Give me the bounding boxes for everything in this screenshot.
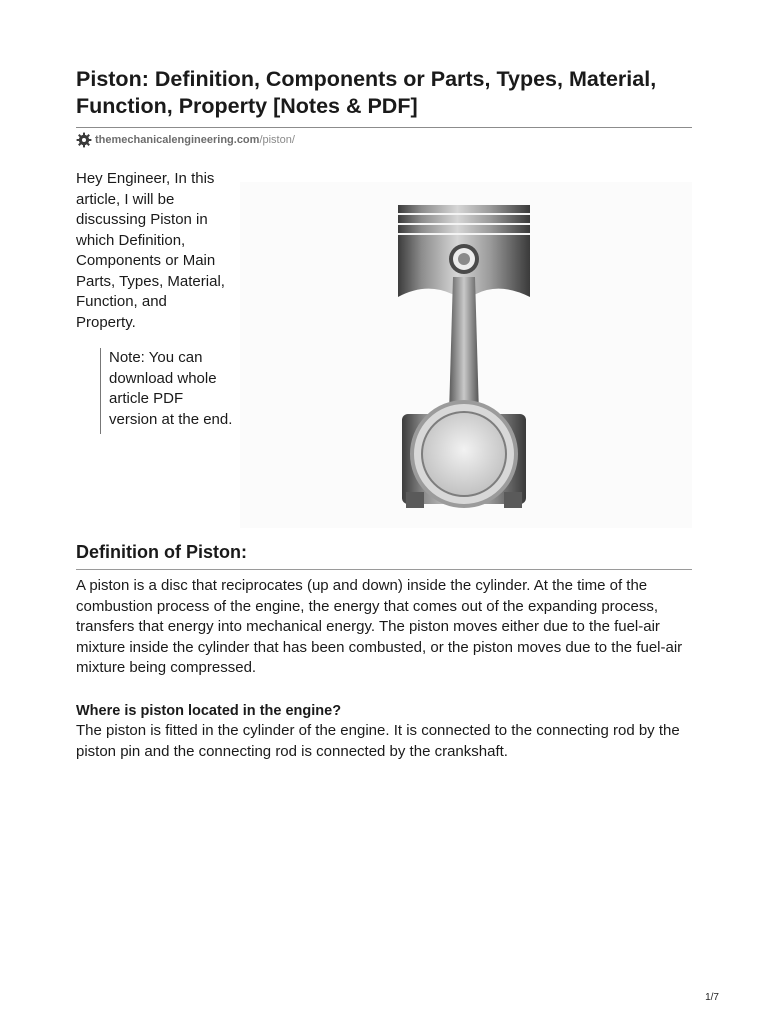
source-domain: themechanicalengineering.com [95,134,260,146]
subheading-location: Where is piston located in the engine? [76,703,342,719]
definition-paragraph: A piston is a disc that reciprocates (up and down) inside the cylinder. At the time of the combustion process of the engine, the energy that comes out of the expanding process, transfers that energy into mechanical energy. The piston moves either due to the fuel-air mixture inside the cylinder that has been combusted, or the piston moves due to the fuel-air mixture being compressed. [76,577,683,676]
section-heading-definition: Definition of Piston: [76,542,247,562]
intro-paragraph: Hey Engineer, In this article, I will be discussing Piston in which Definition, Components or Main Parts, Types, Material, Function, and Property. [76,170,225,331]
title-divider [76,127,692,128]
piston-connecting-rod-icon [240,182,692,528]
section-divider [76,569,692,570]
source-path: /piston/ [259,134,295,146]
location-paragraph: The piston is fitted in the cylinder of the engine. It is connected to the connecting rod by the piston pin and the connecting rod is connected by the crankshaft. [76,722,680,760]
gear-icon [76,132,92,148]
piston-figure [240,182,692,528]
page-title: Piston: Definition, Components or Parts, Types, Material, Function, Property [Notes & PDF] [76,67,657,118]
source-link[interactable] [76,131,295,149]
note-callout: Note: You can download whole article PDF version at the end. [100,348,234,434]
page-number: 1/7 [705,992,719,1003]
